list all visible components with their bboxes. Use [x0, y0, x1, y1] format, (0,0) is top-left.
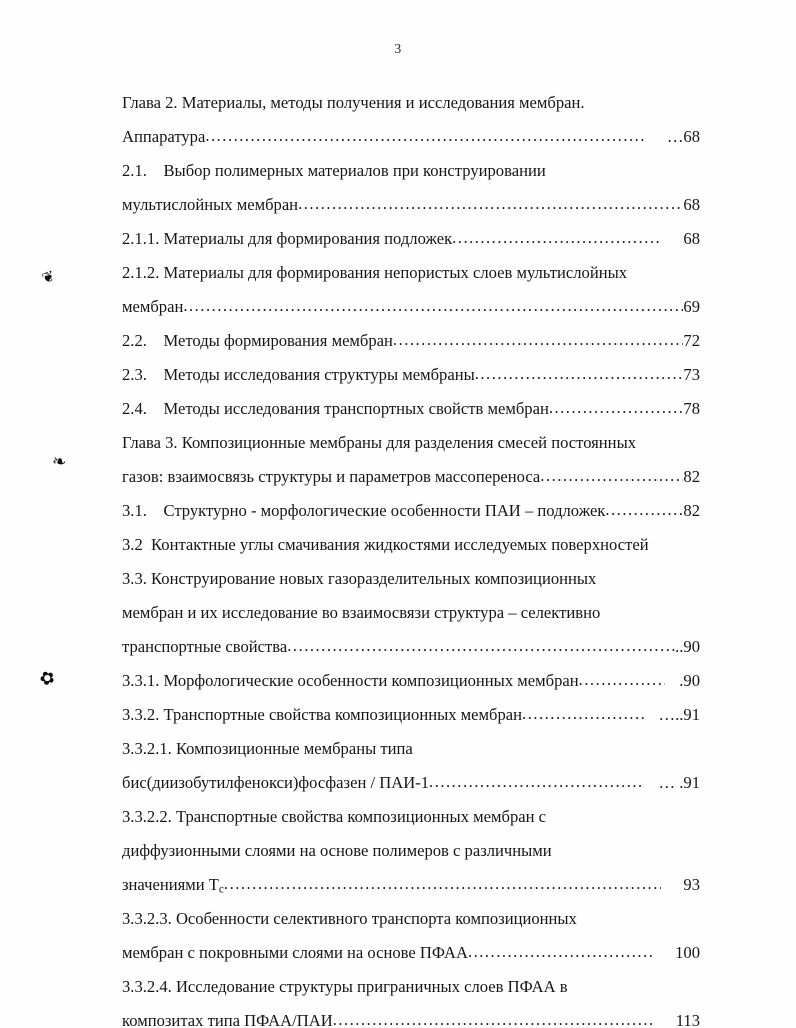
toc-entry-title: Транспортные свойства композиционных мембран с — [175, 807, 546, 826]
toc-entry[interactable] — [122, 222, 700, 256]
toc-leader-dots — [393, 323, 683, 357]
ink-smudge-icon: ❦ — [39, 266, 58, 288]
toc-entry-title: Материалы для формирования непористых слоев мультислойных — [163, 263, 628, 282]
toc-entry-page-number[interactable]: 68 — [683, 195, 700, 214]
toc-entry-title: значениями $Т_с$ — [122, 875, 224, 896]
toc-entry-number: 3.3.1. — [122, 671, 164, 690]
toc-entry-title: Структурно - морфологические особенности ПАИ – подложек — [163, 501, 606, 520]
toc-entry-number: 3.3.2.1. — [122, 739, 176, 758]
toc-entry[interactable] — [122, 290, 700, 324]
toc-entry[interactable] — [122, 154, 700, 188]
toc-leader-dots — [183, 289, 683, 323]
toc-entry-title: Глава 2. Материалы, методы получения и исследования мембран. — [122, 93, 585, 112]
toc-entry-number: 2.1. — [122, 161, 164, 180]
toc-entry-title: Аппаратура — [122, 127, 206, 146]
toc-entry[interactable] — [122, 630, 700, 664]
toc-entry-title: Методы исследования структуры мембраны — [163, 365, 475, 384]
toc-entry-title: мембран с покровными слоями на основе ПФАА — [122, 943, 468, 962]
toc-entry-page-number[interactable]: 68 — [683, 229, 700, 248]
toc-entry-number: 3.3.2.2. — [122, 807, 176, 826]
toc-entry-number: 3.3. — [122, 569, 152, 588]
toc-entry-number: 3.1. — [122, 501, 164, 520]
toc-entry-page-number[interactable]: 82 — [683, 501, 700, 520]
toc-entry-page-number[interactable]: 82 — [683, 467, 700, 486]
toc-entry[interactable] — [122, 766, 700, 800]
toc-entry[interactable] — [122, 188, 700, 222]
toc-entry[interactable] — [122, 358, 700, 392]
toc-leader-dots — [452, 221, 661, 255]
toc-leader-dots — [522, 697, 644, 731]
table-of-contents — [122, 86, 700, 1028]
toc-entry[interactable] — [122, 1004, 700, 1028]
toc-leader-dots — [579, 663, 666, 697]
toc-entry-title-subscript: с — [218, 883, 224, 896]
toc-leader-dots — [540, 459, 683, 493]
toc-leader-dots — [468, 935, 653, 969]
toc-entry-title: Транспортные свойства композиционных мембран — [163, 705, 523, 724]
toc-leader-dots — [549, 391, 684, 425]
ink-smudge-icon: ✿ — [36, 665, 59, 692]
toc-entry-title: композитах типа ПФАА/ПАИ — [122, 1011, 333, 1028]
toc-entry-title: мембран — [122, 297, 184, 316]
toc-entry-page-number[interactable]: 69 — [683, 297, 700, 316]
toc-entry-title: Морфологические особенности композиционных мембран — [163, 671, 579, 690]
toc-entry-title: Композиционные мембраны типа — [175, 739, 413, 758]
toc-entry-title: бис(диизобутилфенокси)фосфазен / ПАИ-1 — [122, 773, 430, 792]
toc-entry[interactable] — [122, 902, 700, 936]
toc-entry[interactable] — [122, 528, 700, 562]
toc-entry-number: 2.1.1. — [122, 229, 164, 248]
toc-entry[interactable] — [122, 426, 700, 460]
toc-entry-page-number[interactable]: 78 — [683, 399, 700, 418]
toc-leader-dots — [287, 629, 675, 663]
toc-leader-dots — [429, 765, 644, 799]
toc-entry[interactable] — [122, 936, 700, 970]
toc-entry-title: Контактные углы смачивания жидкостями исследуемых поверхностей — [151, 535, 649, 554]
toc-entry-title: Глава 3. Композиционные мембраны для разделения смесей постоянных — [122, 433, 637, 452]
toc-entry-number: 3.3.2.3. — [122, 909, 176, 928]
toc-entry[interactable] — [122, 120, 700, 154]
toc-leader-dots — [224, 867, 661, 901]
toc-entry-number: 2.1.2. — [122, 263, 164, 282]
toc-entry-page-number[interactable]: … .91 — [658, 773, 700, 792]
ink-smudge-icon: ❧ — [50, 451, 68, 473]
toc-entry-page-number[interactable]: ..90 — [675, 637, 700, 656]
toc-entry[interactable] — [122, 324, 700, 358]
toc-entry-title: мембран и их исследование во взаимосвязи структура – селективно — [122, 603, 601, 622]
toc-entry[interactable] — [122, 800, 700, 834]
toc-entry-title: Исследование структуры приграничных слоев ПФАА в — [175, 977, 568, 996]
toc-entry-page-number[interactable]: 72 — [683, 331, 700, 350]
toc-entry[interactable] — [122, 834, 700, 868]
toc-entry[interactable] — [122, 86, 700, 120]
toc-leader-dots — [298, 187, 683, 221]
toc-entry[interactable] — [122, 494, 700, 528]
toc-entry-number: 3.2 — [122, 535, 152, 554]
toc-entry-title: транспортные свойства — [122, 637, 288, 656]
toc-entry-page-number[interactable]: 73 — [683, 365, 700, 384]
toc-entry-title: Материалы для формирования подложек — [163, 229, 453, 248]
toc-entry[interactable] — [122, 698, 700, 732]
toc-entry[interactable] — [122, 596, 700, 630]
toc-entry-title: Особенности селективного транспорта композиционных — [175, 909, 577, 928]
toc-entry[interactable] — [122, 256, 700, 290]
toc-entry[interactable] — [122, 562, 700, 596]
toc-entry-page-number[interactable]: .90 — [679, 671, 700, 690]
toc-entry-page-number[interactable]: 100 — [675, 943, 700, 962]
toc-entry-title: Конструирование новых газоразделительных композиционных — [151, 569, 597, 588]
toc-entry-number: 2.3. — [122, 365, 164, 384]
toc-entry-page-number[interactable]: 113 — [675, 1011, 700, 1028]
toc-entry-title: диффузионными слоями на основе полимеров с различными — [122, 841, 552, 860]
toc-entry-number: 3.3.2. — [122, 705, 164, 724]
toc-entry-title: Выбор полимерных материалов при конструировании — [163, 161, 546, 180]
toc-entry[interactable] — [122, 392, 700, 426]
toc-entry-page-number[interactable]: …..91 — [658, 705, 700, 724]
toc-entry-title: Методы формирования мембран — [163, 331, 393, 350]
toc-entry-page-number[interactable]: 93 — [683, 875, 700, 894]
toc-leader-dots — [333, 1003, 654, 1028]
toc-entry-title: газов: взаимосвязь структуры и параметров массопереноса — [122, 467, 541, 486]
toc-entry[interactable] — [122, 732, 700, 766]
toc-entry[interactable] — [122, 970, 700, 1004]
toc-entry-number: 3.3.2.4. — [122, 977, 176, 996]
toc-entry[interactable] — [122, 868, 700, 902]
toc-entry-number: 2.4. — [122, 399, 164, 418]
page-folio-number: 3 — [394, 42, 402, 57]
toc-entry-title: Методы исследования транспортных свойств мембран — [163, 399, 549, 418]
toc-leader-dots — [605, 493, 683, 527]
toc-entry[interactable] — [122, 460, 700, 494]
toc-entry-number: 2.2. — [122, 331, 164, 350]
toc-entry[interactable] — [122, 664, 700, 698]
toc-leader-dots — [205, 119, 644, 153]
toc-entry-title: мультислойных мембран — [122, 195, 299, 214]
toc-leader-dots — [475, 357, 684, 391]
toc-entry-page-number[interactable]: …68 — [666, 127, 700, 146]
